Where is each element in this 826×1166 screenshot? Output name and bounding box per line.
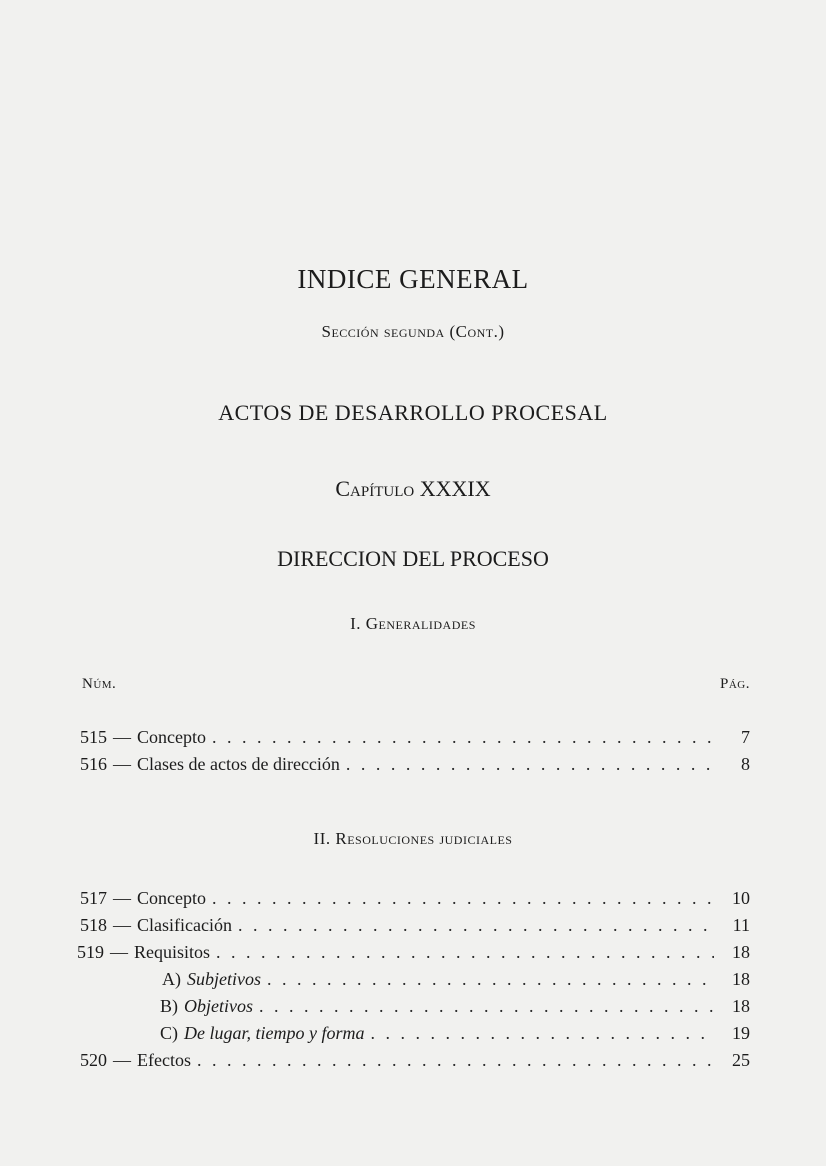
entry-title: Clasificación bbox=[137, 915, 232, 935]
entry-title: Requisitos bbox=[134, 942, 211, 962]
entry-number: 517 bbox=[80, 888, 107, 908]
toc-entry bbox=[80, 915, 750, 941]
subsection-heading-2: II. Resoluciones judiciales bbox=[313, 829, 513, 848]
entry-dash: — bbox=[113, 754, 131, 774]
sub-entry-title: De lugar, tiempo y forma bbox=[184, 1023, 365, 1043]
sub-entry-letter: B) bbox=[160, 996, 178, 1016]
index-title: INDICE GENERAL bbox=[297, 264, 529, 294]
entry-number: 516 bbox=[80, 754, 107, 774]
entry-page: 10 bbox=[732, 888, 750, 908]
entry-title: Efectos bbox=[137, 1050, 191, 1070]
sub-entry-letter: A) bbox=[162, 969, 181, 989]
entry-page: 7 bbox=[741, 727, 750, 747]
toc-entry bbox=[80, 888, 750, 914]
dot-leader bbox=[267, 969, 714, 990]
toc-sub-entry bbox=[160, 996, 750, 1022]
entry-dash: — bbox=[113, 915, 131, 935]
toc-entry bbox=[80, 754, 750, 780]
toc-entry bbox=[80, 1050, 750, 1076]
entry-dash: — bbox=[113, 888, 131, 908]
dot-leader bbox=[346, 754, 714, 775]
entry-number: 515 bbox=[80, 727, 107, 747]
part-title: ACTOS DE DESARROLLO PROCESAL bbox=[218, 400, 608, 425]
entry-dash: — bbox=[110, 942, 128, 962]
dot-leader bbox=[238, 915, 714, 936]
dot-leader bbox=[197, 1050, 714, 1071]
dot-leader bbox=[216, 942, 714, 963]
entry-dash: — bbox=[113, 1050, 131, 1070]
toc-sub-entry bbox=[160, 1023, 750, 1049]
chapter-number: XXXIX bbox=[419, 476, 491, 501]
entry-number: 520 bbox=[80, 1050, 107, 1070]
entry-number: 519 bbox=[77, 942, 104, 962]
column-page-label: Pág. bbox=[720, 676, 750, 692]
dot-leader bbox=[212, 727, 714, 748]
chapter-label: Capítulo bbox=[335, 476, 415, 501]
entry-page: 25 bbox=[732, 1050, 750, 1070]
column-num-label: Núm. bbox=[82, 676, 117, 692]
toc-entry bbox=[80, 727, 750, 753]
chapter-title: DIRECCION DEL PROCESO bbox=[277, 546, 549, 571]
entry-title: Concepto bbox=[137, 888, 206, 908]
sub-entry-page: 19 bbox=[732, 1023, 750, 1043]
sub-entry-page: 18 bbox=[732, 996, 750, 1016]
dot-leader bbox=[370, 1023, 714, 1044]
entry-title: Clases de actos de dirección bbox=[137, 754, 340, 774]
toc-sub-entry bbox=[162, 969, 750, 995]
entry-page: 8 bbox=[741, 754, 750, 774]
entry-dash: — bbox=[113, 727, 131, 747]
sub-entry-letter: C) bbox=[160, 1023, 178, 1043]
entry-page: 11 bbox=[732, 915, 750, 935]
sub-entry-title: Subjetivos bbox=[187, 969, 261, 989]
sub-entry-page: 18 bbox=[732, 969, 750, 989]
entry-number: 518 bbox=[80, 915, 107, 935]
section-heading: Sección segunda (Cont.) bbox=[321, 322, 505, 341]
entry-title: Concepto bbox=[137, 727, 206, 747]
toc-entry bbox=[77, 942, 750, 968]
sub-entry-title: Objetivos bbox=[184, 996, 253, 1016]
entry-page: 18 bbox=[732, 942, 750, 962]
subsection-heading-1: I. Generalidades bbox=[350, 614, 476, 633]
dot-leader bbox=[259, 996, 714, 1017]
dot-leader bbox=[212, 888, 714, 909]
chapter-heading bbox=[0, 476, 826, 502]
